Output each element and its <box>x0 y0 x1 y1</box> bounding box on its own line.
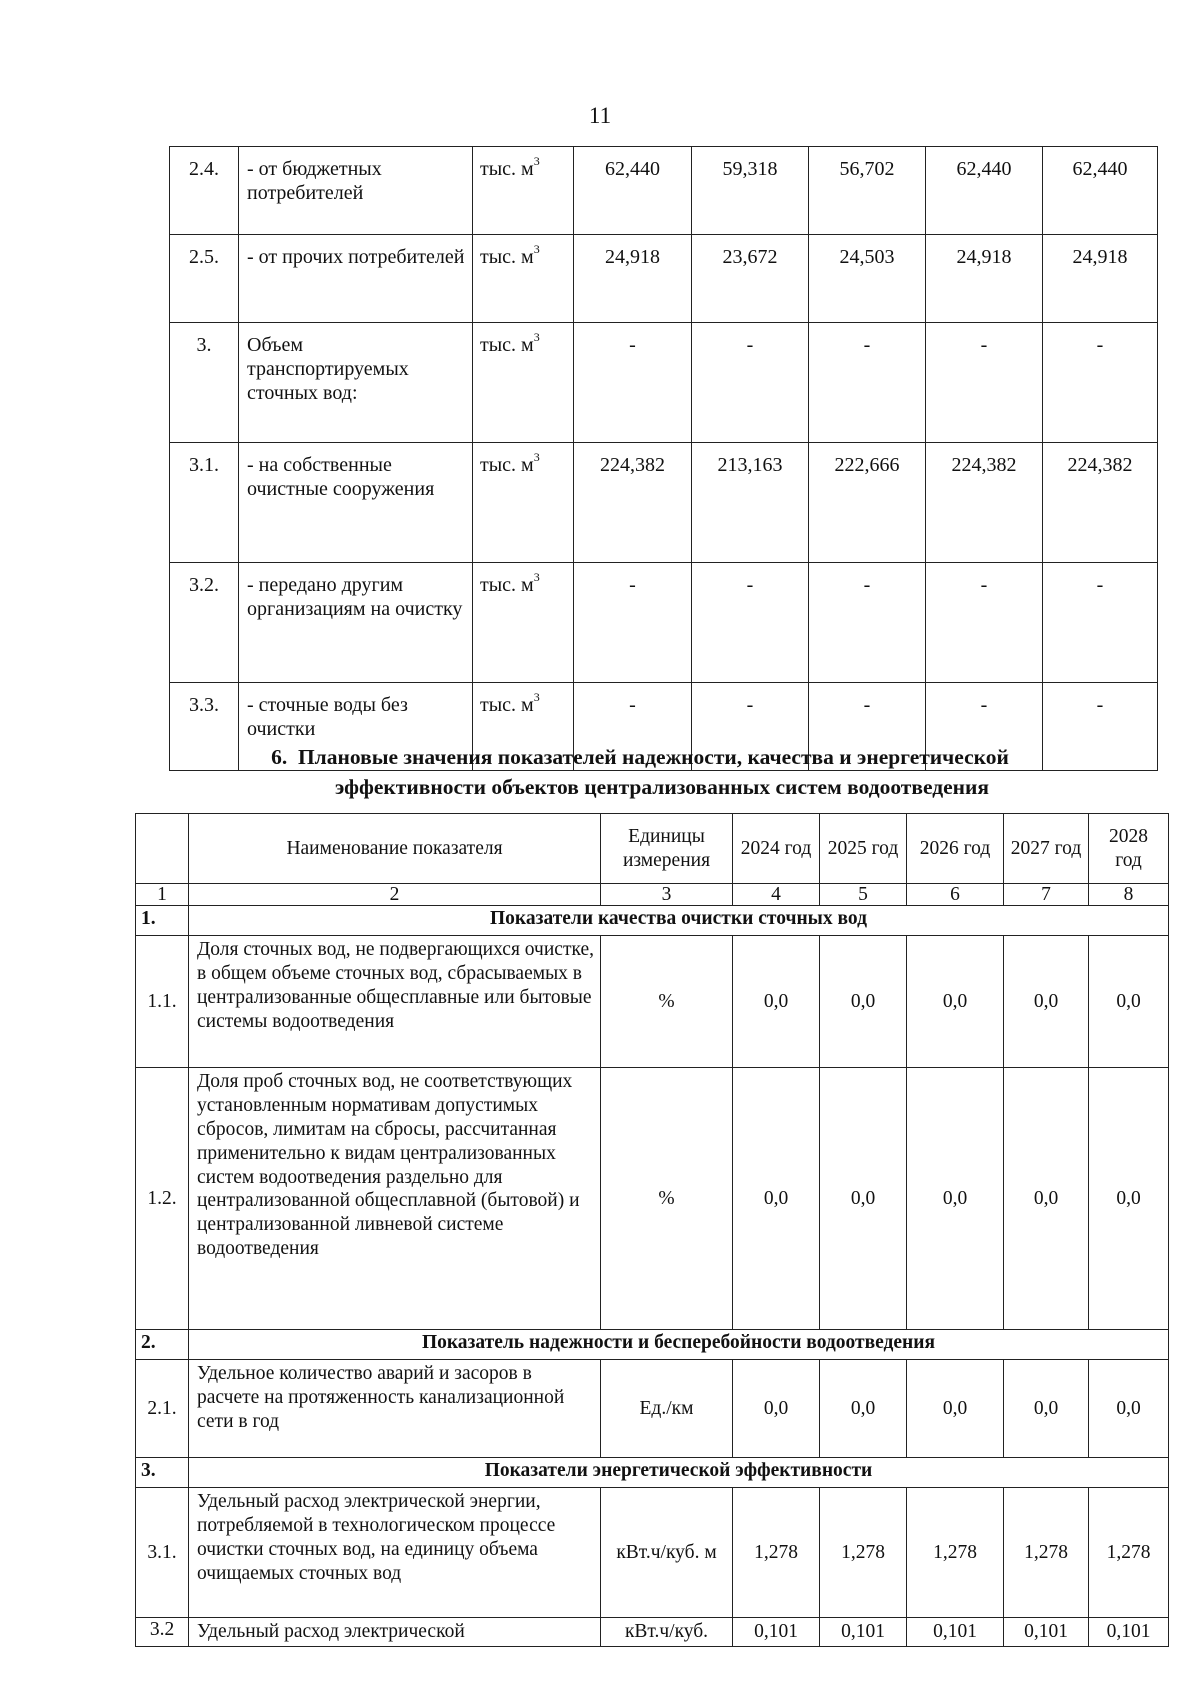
row-value: 0,0 <box>907 1068 1004 1330</box>
row-value: - <box>574 563 692 683</box>
table-row <box>170 443 1158 563</box>
unit-text: тыс. м <box>480 694 534 716</box>
row-value: 24,918 <box>1043 235 1158 323</box>
row-value: 213,163 <box>692 443 809 563</box>
column-number: 1 <box>136 884 189 906</box>
row-number: 3.1. <box>136 1488 189 1618</box>
unit-text: тыс. м <box>480 158 534 180</box>
row-value: - <box>926 563 1043 683</box>
row-value: - <box>692 323 809 443</box>
row-value: - <box>1043 563 1158 683</box>
row-number: 1.2. <box>136 1068 189 1330</box>
column-number: 5 <box>820 884 907 906</box>
row-value: 23,672 <box>692 235 809 323</box>
section-title: Показатель надежности и бесперебойности водоотведения <box>189 1330 1169 1360</box>
page-number: 11 <box>588 103 612 128</box>
row-name: Доля сточных вод, не подвергающихся очистке, в общем объеме сточных вод, сбрасываемых в централизованные общесплавные или бытовые системы водоотведения <box>189 936 601 1068</box>
row-value: 0,101 <box>907 1618 1004 1647</box>
unit-superscript: 3 <box>533 690 540 704</box>
section-number: 1. <box>136 906 189 936</box>
row-value: 0,0 <box>733 936 820 1068</box>
row-value: - <box>574 323 692 443</box>
section-number: 3. <box>136 1458 189 1488</box>
row-value: 24,918 <box>574 235 692 323</box>
row-value: - <box>809 563 926 683</box>
row-value: 62,440 <box>926 147 1043 235</box>
unit-superscript: 3 <box>533 450 540 464</box>
column-number: 7 <box>1004 884 1089 906</box>
row-value: - <box>926 323 1043 443</box>
row-value: 0,0 <box>1089 1360 1169 1458</box>
row-name: - от прочих потребителей <box>239 235 473 323</box>
row-value: 224,382 <box>1043 443 1158 563</box>
row-value: 0,0 <box>1004 936 1089 1068</box>
unit-text: тыс. м <box>480 574 534 596</box>
column-number: 8 <box>1089 884 1169 906</box>
header-year-2027: 2027 год <box>1004 814 1089 884</box>
row-unit <box>473 147 574 235</box>
row-name: - передано другим организациям на очистку <box>239 563 473 683</box>
row-name: Объем транспортируемых сточных вод: <box>239 323 473 443</box>
row-value: 0,101 <box>820 1618 907 1647</box>
row-value: 0,0 <box>1089 1068 1169 1330</box>
row-name: - сточные воды без очистки <box>239 683 473 771</box>
row-number: 2.1. <box>136 1360 189 1458</box>
header-year-2028: 2028 год <box>1089 814 1169 884</box>
row-value: - <box>1043 683 1158 771</box>
row-unit: % <box>601 936 733 1068</box>
row-value: 222,666 <box>809 443 926 563</box>
unit-superscript: 3 <box>533 570 540 584</box>
row-value: 0,0 <box>1004 1068 1089 1330</box>
row-value: 56,702 <box>809 147 926 235</box>
row-value: 59,318 <box>692 147 809 235</box>
row-number: 3.2 <box>136 1618 189 1647</box>
row-value: 1,278 <box>907 1488 1004 1618</box>
row-value: 224,382 <box>574 443 692 563</box>
table-row <box>170 235 1158 323</box>
row-value: - <box>809 683 926 771</box>
section-title: Показатели энергетической эффективности <box>189 1458 1169 1488</box>
header-year-2025: 2025 год <box>820 814 907 884</box>
row-number: 2.4. <box>170 147 239 235</box>
row-name: Удельный расход электрической энергии, потребляемой в технологическом процессе очистки сточных вод, на единицу объема очищаемых сточных вод <box>189 1488 601 1618</box>
unit-text: тыс. м <box>480 246 534 268</box>
row-value: 0,0 <box>907 936 1004 1068</box>
table-row <box>136 1618 1169 1647</box>
header-num <box>136 814 189 884</box>
header-unit: Единицы измерения <box>601 814 733 884</box>
row-name: - от бюджетных потребителей <box>239 147 473 235</box>
table-row <box>136 1360 1169 1458</box>
table-row <box>136 1488 1169 1618</box>
row-value: 1,278 <box>1004 1488 1089 1618</box>
row-unit: кВт.ч/куб. <box>601 1618 733 1647</box>
table-row <box>136 936 1169 1068</box>
unit-superscript: 3 <box>533 154 540 168</box>
row-value: 0,0 <box>907 1360 1004 1458</box>
volume-table <box>169 146 1158 771</box>
section-number: 2. <box>136 1330 189 1360</box>
section-number: 6. <box>271 745 288 769</box>
row-value: 0,101 <box>1089 1618 1169 1647</box>
row-value: 24,918 <box>926 235 1043 323</box>
row-value: 62,440 <box>574 147 692 235</box>
row-name: Доля проб сточных вод, не соответствующих установленным нормативам допустимых сбросов, лимитам на сбросы, рассчитанная применительно к видам централизованных систем водоотведения раздельно для централизованной общесплавной (бытовой) и централизованной ливневой системе водоотведения <box>189 1068 601 1330</box>
row-value: 1,278 <box>820 1488 907 1618</box>
row-unit <box>473 235 574 323</box>
row-value: 24,503 <box>809 235 926 323</box>
section-heading <box>200 742 1080 802</box>
row-value: 0,0 <box>733 1360 820 1458</box>
row-value: 62,440 <box>1043 147 1158 235</box>
table-row <box>170 323 1158 443</box>
row-value: - <box>574 683 692 771</box>
section-title-line1: Плановые значения показателей надежности, качества и энергетической <box>297 745 1009 769</box>
row-value: - <box>692 563 809 683</box>
row-unit <box>473 323 574 443</box>
row-name: Удельное количество аварий и засоров в расчете на протяженность канализационной сети в год <box>189 1360 601 1458</box>
column-number: 6 <box>907 884 1004 906</box>
row-value: 0,0 <box>1089 936 1169 1068</box>
row-value: 0,101 <box>733 1618 820 1647</box>
row-value: - <box>692 683 809 771</box>
row-value: 1,278 <box>1089 1488 1169 1618</box>
row-value: - <box>926 683 1043 771</box>
unit-text: тыс. м <box>480 334 534 356</box>
header-year-2026: 2026 год <box>907 814 1004 884</box>
row-name: - на собственные очистные сооружения <box>239 443 473 563</box>
column-number: 4 <box>733 884 820 906</box>
row-number: 3.3. <box>170 683 239 771</box>
header-year-2024: 2024 год <box>733 814 820 884</box>
indicators-table <box>135 813 1169 1647</box>
section-row <box>136 1458 1169 1488</box>
row-value: 0,0 <box>820 1360 907 1458</box>
row-number: 2.5. <box>170 235 239 323</box>
table-header-row <box>136 814 1169 884</box>
row-value: 1,278 <box>733 1488 820 1618</box>
row-name: Удельный расход электрической <box>189 1618 601 1647</box>
row-number: 3.1. <box>170 443 239 563</box>
row-value: 224,382 <box>926 443 1043 563</box>
table-row <box>170 147 1158 235</box>
row-unit: кВт.ч/куб. м <box>601 1488 733 1618</box>
row-value: 0,0 <box>1004 1360 1089 1458</box>
row-unit: Ед./км <box>601 1360 733 1458</box>
row-value: 0,0 <box>820 1068 907 1330</box>
column-number: 2 <box>189 884 601 906</box>
row-number: 3. <box>170 323 239 443</box>
row-unit: % <box>601 1068 733 1330</box>
row-unit <box>473 443 574 563</box>
column-number: 3 <box>601 884 733 906</box>
row-number: 3.2. <box>170 563 239 683</box>
row-value: - <box>809 323 926 443</box>
section-row <box>136 906 1169 936</box>
unit-text: тыс. м <box>480 454 534 476</box>
section-title-line2: эффективности объектов централизованных систем водоотведения <box>334 775 990 799</box>
row-unit <box>473 563 574 683</box>
section-row <box>136 1330 1169 1360</box>
row-value: 0,101 <box>1004 1618 1089 1647</box>
header-name: Наименование показателя <box>189 814 601 884</box>
section-title: Показатели качества очистки сточных вод <box>189 906 1169 936</box>
row-value: 0,0 <box>820 936 907 1068</box>
row-number: 1.1. <box>136 936 189 1068</box>
row-value: - <box>1043 323 1158 443</box>
table-row <box>170 563 1158 683</box>
column-numbers-row <box>136 884 1169 906</box>
unit-superscript: 3 <box>533 242 540 256</box>
row-value: 0,0 <box>733 1068 820 1330</box>
table-row <box>136 1068 1169 1330</box>
unit-superscript: 3 <box>533 330 540 344</box>
